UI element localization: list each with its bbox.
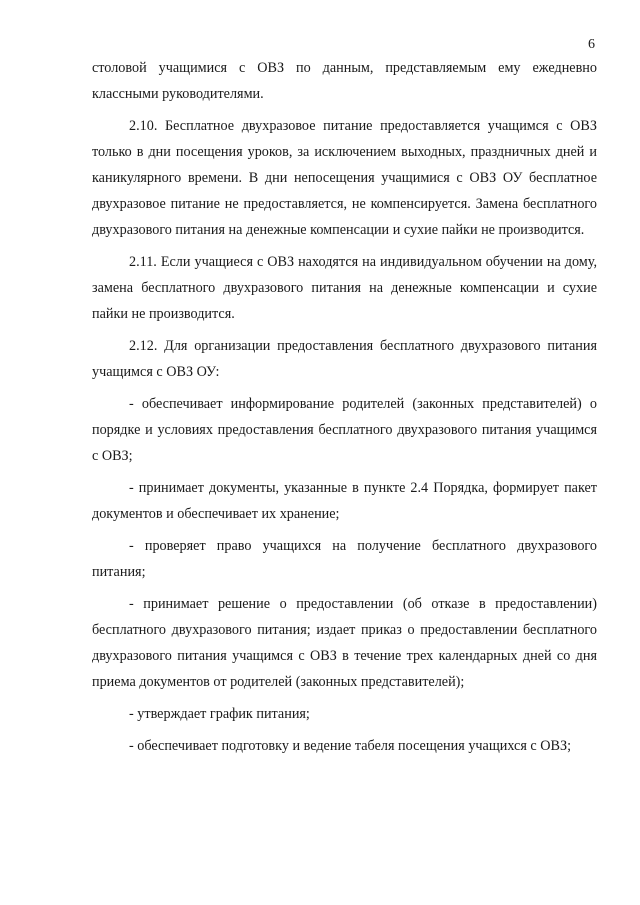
list-item-make-decision: - принимает решение о предоставлении (об отказе в предоставлении) бесплатного двухразового питания; издает приказ о предоставлении бесплатного двухразового питания учащимся с ОВЗ в течение трех календарных дней со дня приема документов от родителей (законных представителей); — [92, 596, 597, 690]
list-item-attendance-register: - обеспечивает подготовку и ведение табеля посещения учащихся с ОВЗ; — [129, 738, 572, 754]
list-item-accept-documents: - принимает документы, указанные в пункте 2.4 Порядка, формирует пакет документов и обеспечивает их хранение; — [92, 480, 597, 522]
paragraph-continuation: столовой учащимися с ОВЗ по данным, представляемым ему ежедневно классными руководителями. — [92, 60, 597, 102]
page-number: 6 — [588, 37, 595, 52]
list-item-check-eligibility: - проверяет право учащихся на получение бесплатного двухразового питания; — [92, 538, 597, 580]
paragraph-2-11: 2.11. Если учащиеся с ОВЗ находятся на индивидуальном обучении на дому, замена бесплатного двухразового питания на денежные компенсации и сухие пайки не производится. — [92, 254, 597, 322]
list-item-approve-schedule: - утверждает график питания; — [129, 706, 310, 722]
document-body — [92, 55, 597, 759]
paragraph-2-10: 2.10. Бесплатное двухразовое питание предоставляется учащимся с ОВЗ только в дни посещения уроков, за исключением выходных, праздничных дней и каникулярного времени. В дни непосещения учащимися с ОВЗ ОУ бесплатное двухразовое питание не предоставляется, не компенсируется. Замена бесплатного двухразового питания на денежные компенсации и сухие пайки не производится. — [92, 118, 597, 238]
paragraph-2-12: 2.12. Для организации предоставления бесплатного двухразового питания учащимся с ОВЗ ОУ: — [92, 338, 597, 380]
list-item-inform-parents: - обеспечивает информирование родителей (законных представителей) о порядке и условиях предоставления бесплатного двухразового питания учащимся с ОВЗ; — [92, 396, 597, 464]
